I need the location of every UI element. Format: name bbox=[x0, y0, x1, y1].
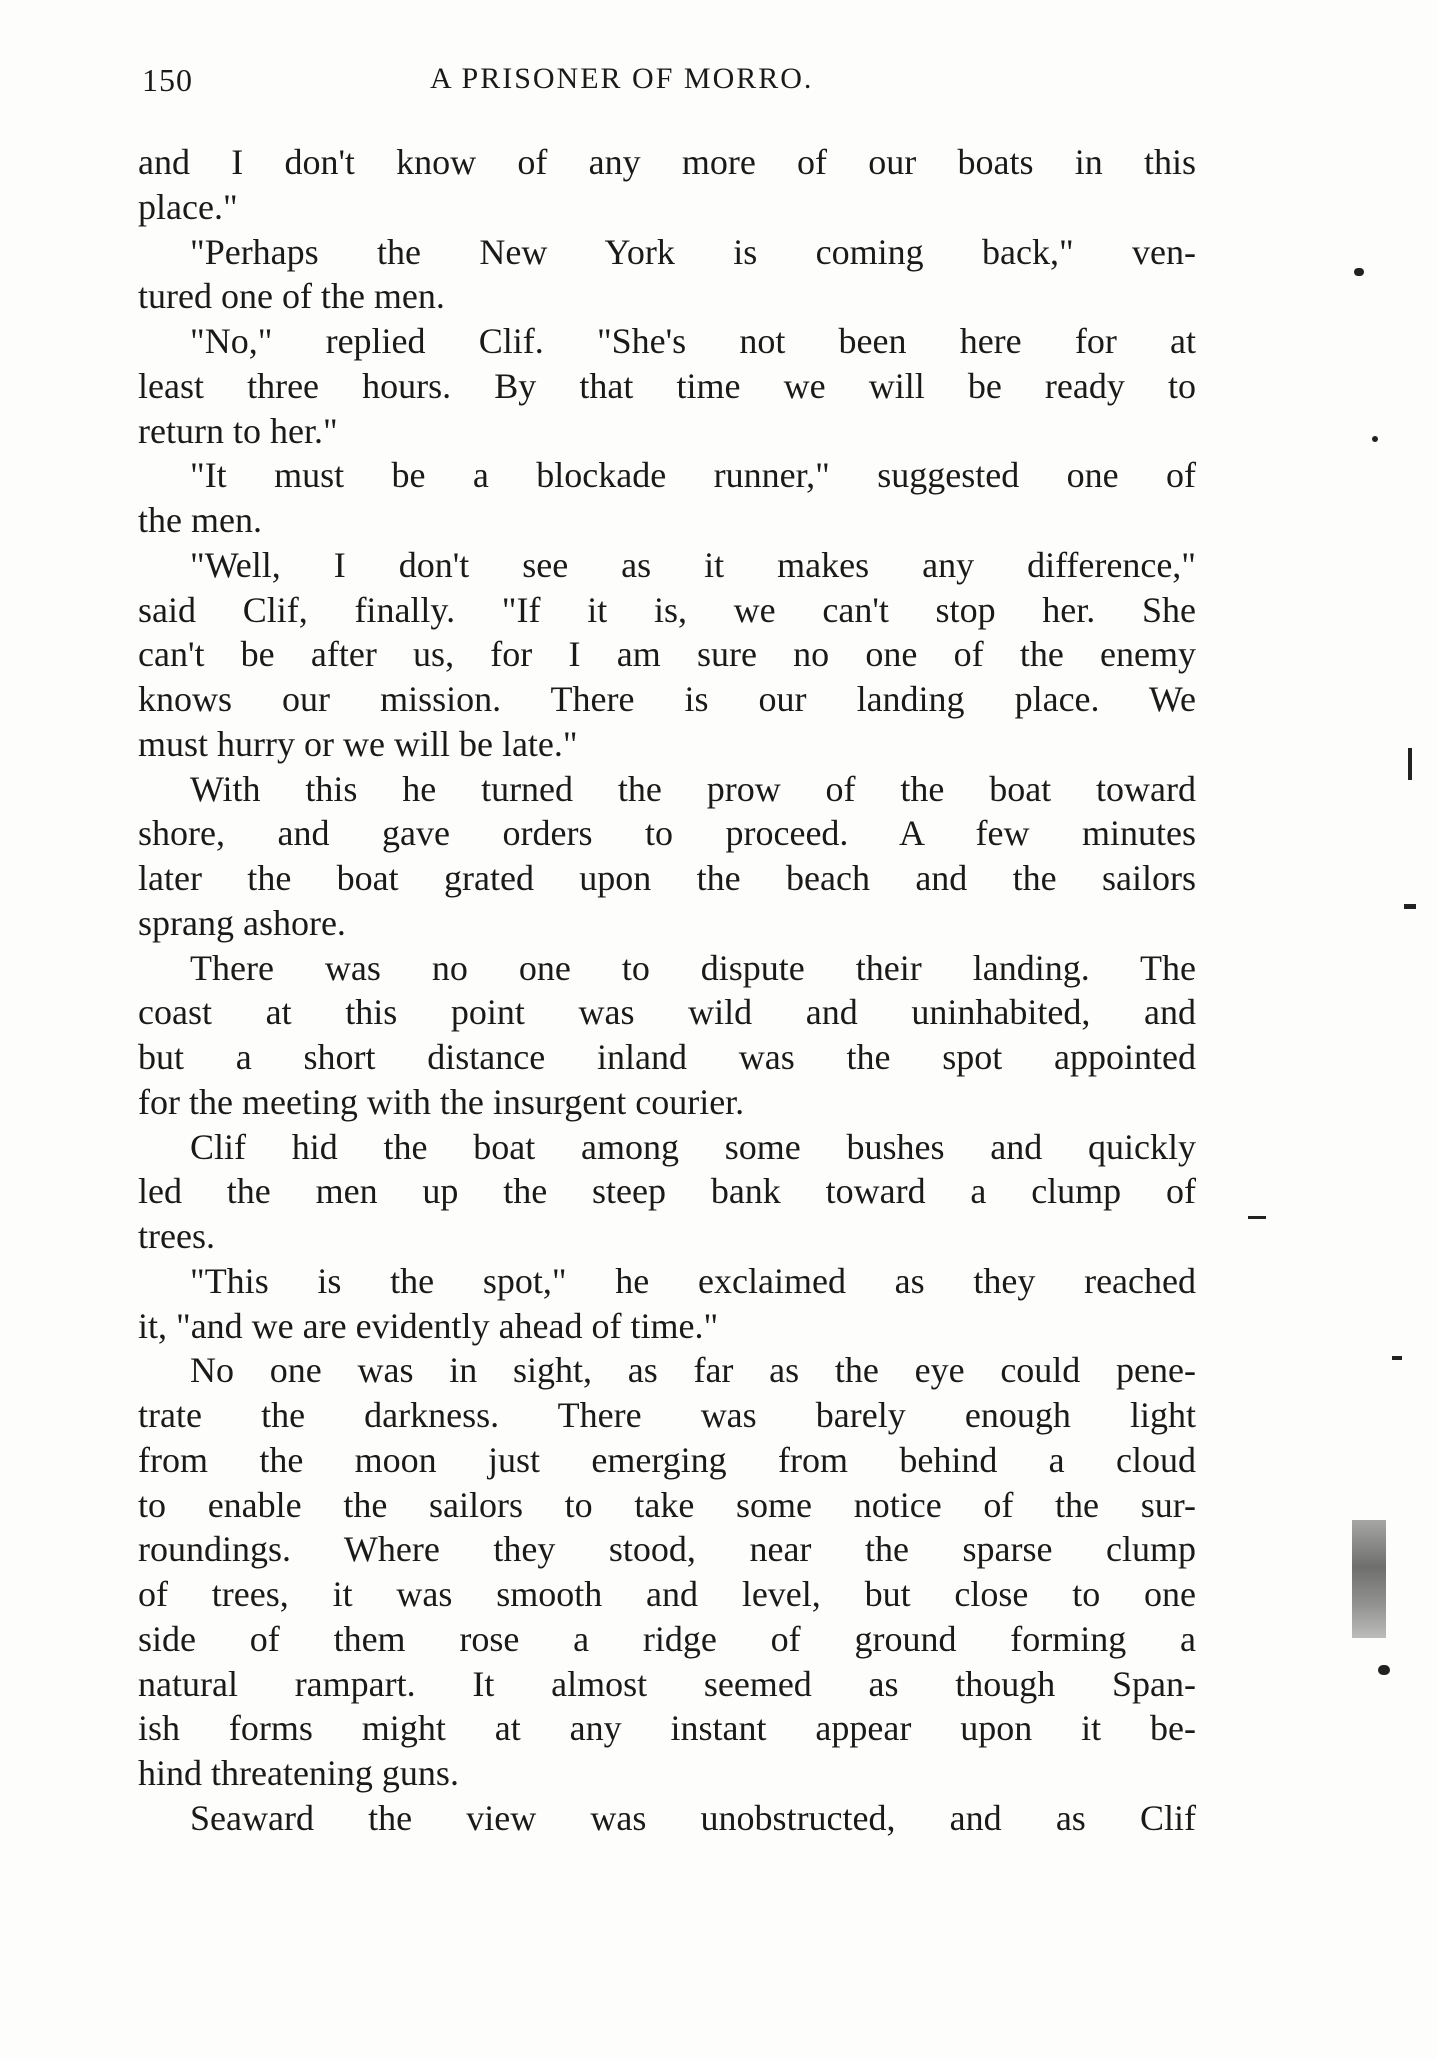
text-line: natural rampart. It almost seemed as though Span- bbox=[138, 1663, 1196, 1704]
text-line: and I don't know of any more of our boats in this bbox=[138, 142, 1196, 182]
text-line: With this he turned the prow of the boat toward bbox=[190, 768, 1196, 809]
text-line: Seaward the view was unobstructed, and as Clif bbox=[190, 1797, 1196, 1838]
text-line: tured one of the men. bbox=[138, 276, 445, 317]
text-line: roundings. Where they stood, near the sparse clump bbox=[138, 1529, 1196, 1570]
text-line: "Well, I don't see as it makes any difference," bbox=[190, 544, 1196, 585]
text-line: the men. bbox=[138, 500, 262, 540]
text-line: There was no one to dispute their landing. The bbox=[190, 947, 1196, 988]
text-line: but a short distance inland was the spot appointed bbox=[138, 1037, 1196, 1077]
text-line: No one was in sight, as far as the eye could pene- bbox=[190, 1350, 1196, 1391]
running-title: A PRISONER OF MORRO. bbox=[430, 62, 814, 95]
text-line: sprang ashore. bbox=[138, 902, 346, 943]
running-head bbox=[130, 62, 1190, 102]
text-line: for the meeting with the insurgent courier. bbox=[138, 1081, 745, 1122]
text-line: knows our mission. There is our landing place. We bbox=[138, 679, 1196, 719]
text-line: hind threatening guns. bbox=[138, 1753, 459, 1793]
text-line: trate the darkness. There was barely enough light bbox=[138, 1395, 1196, 1435]
text-line: "No," replied Clif. "She's not been here for at bbox=[190, 321, 1196, 361]
text-line: least three hours. By that time we will be ready to bbox=[138, 365, 1196, 406]
page-number: 150 bbox=[142, 62, 193, 98]
text-line: said Clif, finally. "If it is, we can't stop her. She bbox=[138, 589, 1196, 630]
text-line: can't be after us, for I am sure no one of the enemy bbox=[138, 634, 1196, 675]
text-line: "It must be a blockade runner," suggested one of bbox=[190, 455, 1196, 496]
text-line: must hurry or we will be late." bbox=[138, 723, 578, 764]
text-line: Clif hid the boat among some bushes and quickly bbox=[190, 1126, 1196, 1167]
text-line: coast at this point was wild and uninhabited, and bbox=[138, 992, 1196, 1033]
text-line: it, "and we are evidently ahead of time." bbox=[138, 1305, 719, 1346]
text-line: ish forms might at any instant appear upon it be- bbox=[138, 1708, 1196, 1749]
text-line: trees. bbox=[138, 1216, 215, 1256]
text-line: later the boat grated upon the beach and the sailors bbox=[138, 858, 1196, 898]
text-line: "Perhaps the New York is coming back," ven- bbox=[190, 231, 1196, 272]
text-line: of trees, it was smooth and level, but close to one bbox=[138, 1574, 1196, 1614]
text-line: side of them rose a ridge of ground forming a bbox=[138, 1618, 1196, 1659]
text-line: led the men up the steep bank toward a clump of bbox=[138, 1171, 1196, 1212]
text-line: "This is the spot," he exclaimed as they reached bbox=[190, 1260, 1196, 1301]
text-line: to enable the sailors to take some notice of the sur- bbox=[138, 1484, 1196, 1525]
body-text bbox=[138, 140, 1196, 1841]
text-line: return to her." bbox=[138, 410, 338, 451]
text-line: from the moon just emerging from behind a cloud bbox=[138, 1439, 1196, 1480]
text-line: shore, and gave orders to proceed. A few minutes bbox=[138, 813, 1196, 854]
text-line: place." bbox=[138, 186, 238, 227]
